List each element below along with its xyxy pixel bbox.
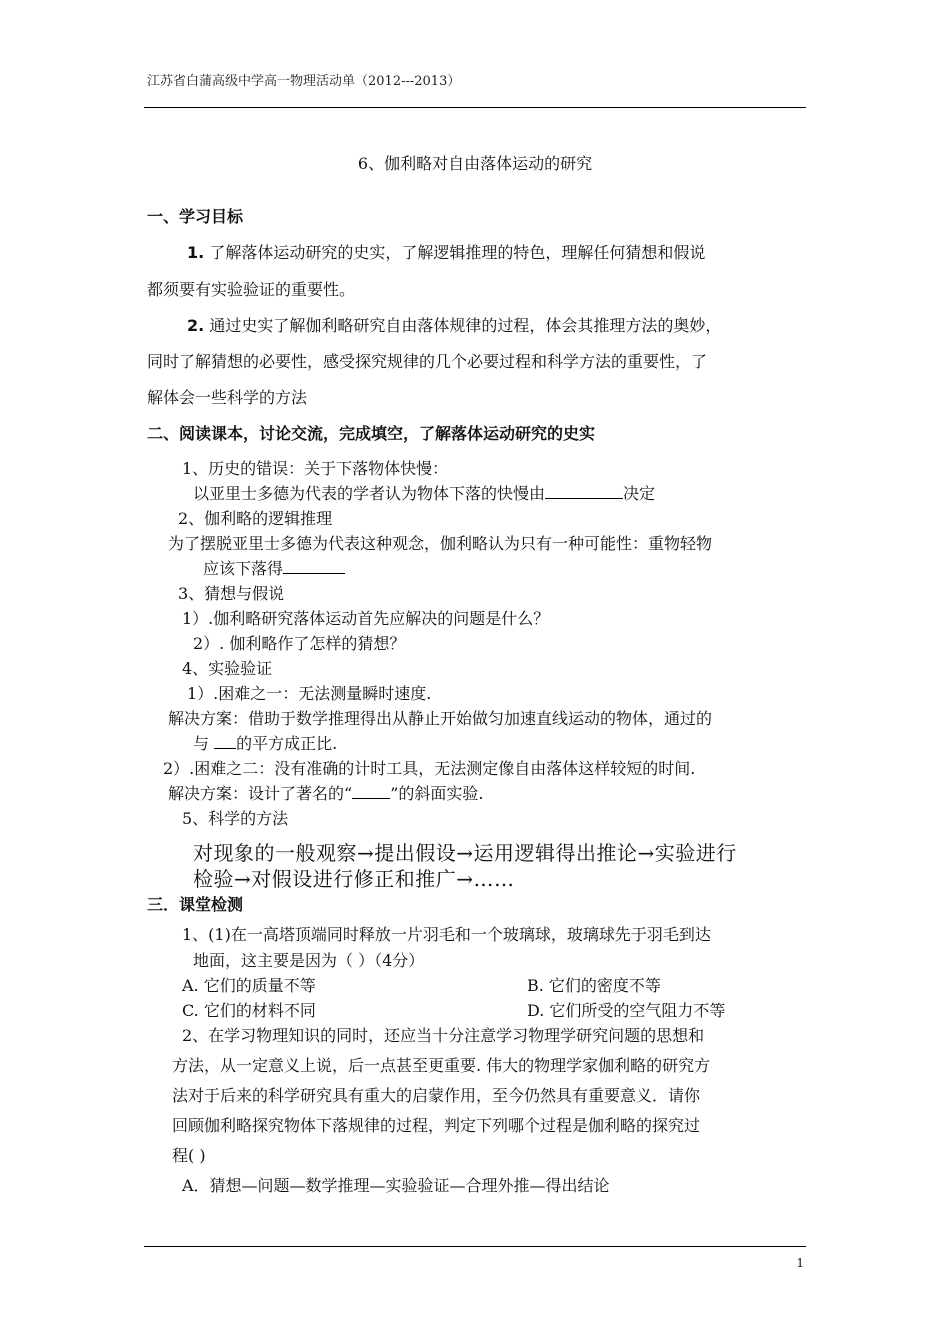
item4-solution1-line2 [193, 731, 337, 754]
q1-option-b: B. 它们的密度不等 [527, 976, 661, 995]
goal2-line3: 解体会一些科学的方法 [147, 388, 308, 407]
item5-heading: 5、科学的方法 [182, 809, 289, 828]
item2-line2 [203, 556, 345, 579]
q1-line1: 1、(1)在一高塔顶端同时释放一片羽毛和一个玻璃球，玻璃球先于羽毛到达 [182, 925, 711, 944]
goal2-line1 [187, 313, 721, 336]
blank-2 [283, 559, 345, 574]
item4-solution2 [168, 781, 483, 804]
goal1-text: 了解落体运动研究的史实，了解逻辑推理的特色，理解任何猜想和假说 [209, 243, 706, 262]
goal1-line2: 都须要有实验验证的重要性。 [147, 280, 356, 299]
section1-heading: 一、学习目标 [147, 207, 244, 226]
item4-solution2-pre: 解决方案：设计了著名的“ [168, 784, 353, 803]
item2-text: 应该下落得 [203, 559, 284, 578]
section3-heading: 三．课堂检测 [147, 895, 244, 914]
blank-3 [214, 734, 236, 749]
q2-line3: 法对于后来的科学研究具有重大的启蒙作用，至今仍然具有重要意义．请你 [172, 1086, 701, 1105]
goal2-number: 2. [187, 316, 205, 335]
item4-solution2-post: ”的斜面实验. [390, 784, 484, 803]
item4-heading: 4、实验验证 [182, 659, 273, 678]
goal2-line2: 同时了解猜想的必要性，感受探究规律的几个必要过程和科学方法的重要性，了 [147, 352, 708, 371]
q2-line5: 程( ) [172, 1146, 206, 1165]
item3-q2: 2）. 伽利略作了怎样的猜想？ [193, 634, 406, 653]
q2-line2: 方法，从一定意义上说，后一点甚至更重要. 伟大的物理学家伽利略的研究方 [172, 1056, 711, 1075]
method-line1: 对现象的一般观察→提出假设→运用逻辑得出推论→实验进行 [193, 841, 737, 865]
q1-line2: 地面，这主要是因为（ ）（4分） [193, 951, 425, 970]
section2-heading: 二、阅读课本，讨论交流，完成填空，了解落体运动研究的史实 [147, 424, 596, 443]
item3-heading: 3、猜想与假说 [178, 584, 285, 603]
item1-text: 以亚里士多德为代表的学者认为物体下落的快慢由 [193, 484, 546, 503]
q1-option-c: C. 它们的材料不同 [182, 1001, 316, 1020]
page-header: 江苏省白蒲高级中学高一物理活动单（2012---2013） [147, 74, 461, 89]
item1-heading: 1、历史的错误：关于下落物体快慢： [182, 459, 449, 478]
goal2-text: 通过史实了解伽利略研究自由落体规律的过程，体会其推理方法的奥妙， [209, 316, 722, 335]
item1-text-end: 决定 [623, 484, 656, 503]
page-number: 1 [796, 1256, 804, 1270]
goal1-number: 1. [187, 243, 205, 262]
item4-text-pre: 与 [193, 734, 210, 753]
q2-line4: 回顾伽利略探究物体下落规律的过程，判定下列哪个过程是伽利略的探究过 [172, 1116, 701, 1135]
item4-text-post: 的平方成正比. [236, 734, 338, 753]
page-title: 6、伽利略对自由落体运动的研究 [357, 154, 593, 173]
item2-line1: 为了摆脱亚里士多德为代表这种观念，伽利略认为只有一种可能性：重物轻物 [168, 534, 713, 553]
goal1-line1 [187, 240, 705, 263]
item4-solution1-line1: 解决方案：借助于数学推理得出从静止开始做匀加速直线运动的物体，通过的 [168, 709, 713, 728]
q1-option-a: A. 它们的质量不等 [182, 976, 316, 995]
item2-heading: 2、伽利略的逻辑推理 [178, 509, 333, 528]
footer-rule [144, 1246, 806, 1247]
method-line2: 检验→对假设进行修正和推广→…… [193, 867, 515, 891]
item4-difficulty1: 1）.困难之一：无法测量瞬时速度. [187, 684, 432, 703]
q1-option-d: D. 它们所受的空气阻力不等 [527, 1001, 726, 1020]
item4-difficulty2: 2）.困难之二：没有准确的计时工具，无法测定像自由落体这样较短的时间. [163, 759, 696, 778]
blank-4 [352, 784, 390, 799]
header-rule [144, 107, 806, 108]
item1-statement [193, 481, 655, 504]
blank-1 [545, 484, 623, 499]
q2-option-a: A．猜想—问题—数学推理—实验验证—合理外推—得出结论 [182, 1176, 610, 1195]
item3-q1: 1）.伽利略研究落体运动首先应解决的问题是什么？ [182, 609, 550, 628]
q2-line1: 2、在学习物理知识的同时，还应当十分注意学习物理学研究问题的思想和 [182, 1026, 705, 1045]
